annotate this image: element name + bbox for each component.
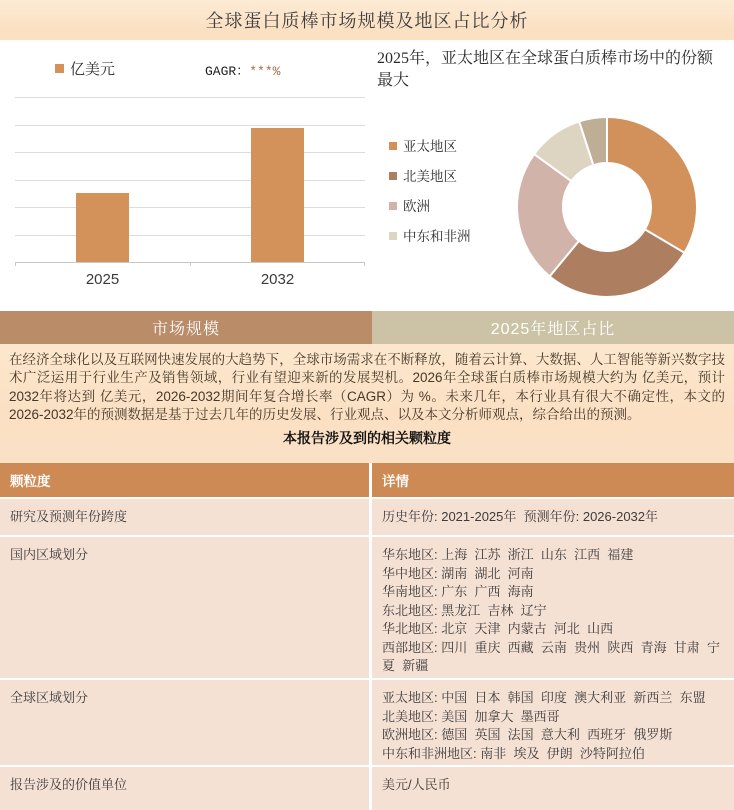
gridline — [15, 180, 365, 181]
table-cell-label: 全球区域划分 — [0, 680, 369, 765]
gridline — [15, 152, 365, 153]
legend-label: 中东和非洲 — [403, 229, 471, 244]
gridline — [15, 207, 365, 208]
charts-section — [0, 40, 734, 311]
x-axis-label: 2032 — [260, 271, 295, 288]
donut-legend — [389, 138, 475, 258]
table-header-details: 详情 — [372, 463, 734, 497]
detail-line: 华中地区: 湖南 湖北 河南 — [382, 565, 534, 581]
page-title: 全球蛋白质棒市场规模及地区占比分析 — [205, 11, 529, 31]
legend-label: 北美地区 — [403, 169, 457, 184]
details-table — [0, 463, 734, 810]
cagr-value: ***% — [249, 64, 281, 79]
donut-chart — [512, 112, 702, 302]
detail-line: 华南地区: 广东 广西 海南 — [382, 584, 534, 599]
table-header-granularity: 颗粒度 — [0, 463, 369, 497]
bar-unit-label: 亿美元 — [70, 61, 116, 78]
table-cell-details — [372, 537, 734, 678]
table-cell-details — [372, 499, 734, 535]
bar-2032 — [251, 128, 304, 262]
table-cell-details — [372, 680, 734, 765]
table-cell-details — [372, 767, 734, 810]
axis-tick — [364, 262, 365, 266]
donut-chart-panel — [367, 40, 734, 311]
cagr-label: GAGR： — [205, 64, 250, 79]
granularity-heading: 本报告涉及到的相关颗粒度 — [283, 430, 451, 447]
bar-chart-panel — [0, 40, 367, 311]
gridline — [15, 125, 365, 126]
summary-paragraph: 在经济全球化以及互联网快速发展的大趋势下，全球市场需求在不断释放，随着云计算、大数据、人工智能等新兴数字技术广泛运用于行业生产及销售领域，行业有望迎来新的发展契机。2026年全球蛋白质棒市场规模大约为 亿美元，预计2032年将达到 亿美元，2026-2032期间年复合增长率（CAGR）为 %。未来几年，本行业具有很大不确定性，本文的2026-2032年的预测数据是基于过去几年的历史发展、行业观点、以及本文分析师观点，综合给出的预测。 — [9, 352, 725, 422]
legend-swatch-icon — [389, 172, 397, 180]
detail-line: 欧洲地区: 德国 英国 法国 意大利 西班牙 俄罗斯 — [382, 727, 673, 742]
legend-swatch-icon — [389, 232, 397, 240]
donut-legend-item — [389, 168, 475, 185]
table-cell-label: 国内区域划分 — [0, 537, 369, 678]
bar-plot — [15, 97, 365, 288]
legend-swatch-icon — [389, 142, 397, 150]
table-cell-label: 研究及预测年份跨度 — [0, 499, 369, 535]
x-axis-label: 2025 — [85, 271, 120, 288]
donut-legend-item — [389, 228, 475, 245]
title-band — [0, 0, 734, 40]
detail-line: 历史年份: 2021-2025年 预测年份: 2026-2032年 — [382, 509, 659, 524]
donut-chart-title: 2025年，亚太地区在全球蛋白质棒市场中的份额最大 — [377, 50, 714, 89]
legend-label: 亚太地区 — [403, 139, 457, 154]
detail-line: 美元/人民币 — [382, 777, 451, 792]
detail-line: 亚太地区: 中国 日本 韩国 印度 澳大利亚 新西兰 东盟 — [382, 690, 706, 705]
gridline — [15, 97, 365, 98]
legend-label: 欧洲 — [403, 199, 430, 214]
detail-line: 华北地区: 北京 天津 内蒙古 河北 山西 — [382, 621, 614, 636]
gridline — [15, 235, 365, 236]
bar-legend-swatch-icon — [55, 64, 64, 73]
cagr-annotation — [205, 60, 280, 79]
section-tabs — [0, 311, 734, 344]
axis-tick — [190, 262, 191, 266]
detail-line: 华东地区: 上海 江苏 浙江 山东 江西 福建 — [382, 547, 634, 562]
tab-market-size[interactable]: 市场规模 — [0, 311, 372, 344]
donut-legend-item — [389, 198, 475, 215]
tab-2025-region-share[interactable]: 2025年地区占比 — [372, 311, 734, 344]
detail-line: 北美地区: 美国 加拿大 墨西哥 — [382, 708, 560, 724]
summary-section — [0, 344, 734, 463]
detail-line: 中东和非洲地区: 南非 埃及 伊朗 沙特阿拉伯 — [382, 745, 645, 761]
bar-2025 — [76, 193, 129, 262]
donut-legend-item — [389, 138, 475, 155]
table-cell-label: 报告涉及的价值单位 — [0, 767, 369, 810]
bar-chart-legend — [55, 58, 115, 79]
legend-swatch-icon — [389, 202, 397, 210]
donut-slice-亚太地区 — [607, 117, 697, 253]
detail-line: 西部地区: 四川 重庆 西藏 云南 贵州 陕西 青海 甘肃 宁夏 新疆 — [382, 639, 721, 673]
detail-line: 东北地区: 黑龙江 吉林 辽宁 — [382, 602, 547, 618]
axis-tick — [15, 262, 16, 266]
